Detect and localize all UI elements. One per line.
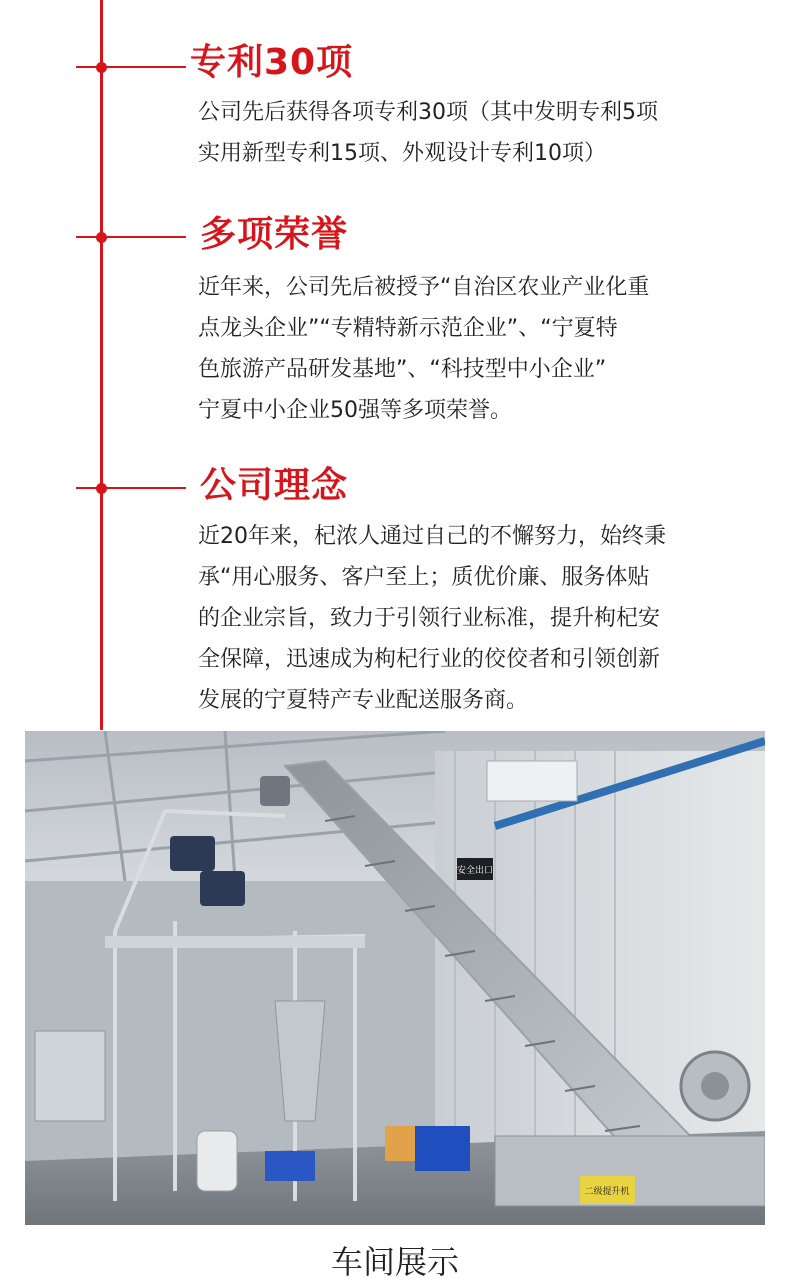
body-line: 实用新型专利15项、外观设计专利10项） xyxy=(198,141,606,166)
section-body-patents xyxy=(198,92,738,174)
body-line: 近20年来，杞浓人通过自己的不懈努力，始终秉 xyxy=(198,524,666,549)
timeline-branch xyxy=(76,236,186,238)
timeline-dot xyxy=(96,232,107,243)
section-body-honors xyxy=(198,267,738,431)
section-body-philosophy xyxy=(198,516,738,721)
body-line: 发展的宁夏特产专业配送服务商。 xyxy=(198,688,529,713)
timeline-dot xyxy=(96,483,107,494)
timeline-branch xyxy=(76,66,186,68)
section-title-philosophy: 公司理念 xyxy=(200,465,349,506)
body-line: 公司先后获得各项专利30项（其中发明专利5项 xyxy=(198,100,658,125)
section-title-patents: 专利30项 xyxy=(190,42,354,83)
photo-caption: 车间展示 xyxy=(330,1243,459,1281)
body-line: 近年来，公司先后被授予“自治区农业产业化重 xyxy=(198,275,650,300)
exit-sign-text: 安全出口 xyxy=(456,866,494,876)
timeline-line xyxy=(100,0,103,730)
timeline-branch xyxy=(76,487,186,489)
workshop-photo xyxy=(25,731,765,1225)
body-line: 的企业宗旨，致力于引领行业标准，提升枸杞安 xyxy=(198,606,661,631)
section-title-honors: 多项荣誉 xyxy=(200,214,349,255)
body-line: 点龙头企业”“专精特新示范企业”、“宁夏特 xyxy=(198,316,618,341)
body-line: 全保障，迅速成为枸杞行业的佼佼者和引领创新 xyxy=(198,647,661,672)
body-line: 宁夏中小企业50强等多项荣誉。 xyxy=(198,398,512,423)
body-line: 色旅游产品研发基地”、“科技型中小企业” xyxy=(198,357,607,382)
machine-label-text: 二级提升机 xyxy=(584,1187,630,1197)
timeline-dot xyxy=(96,62,107,73)
body-line: 承“用心服务、客户至上；质优价廉、服务体贴 xyxy=(198,565,650,590)
